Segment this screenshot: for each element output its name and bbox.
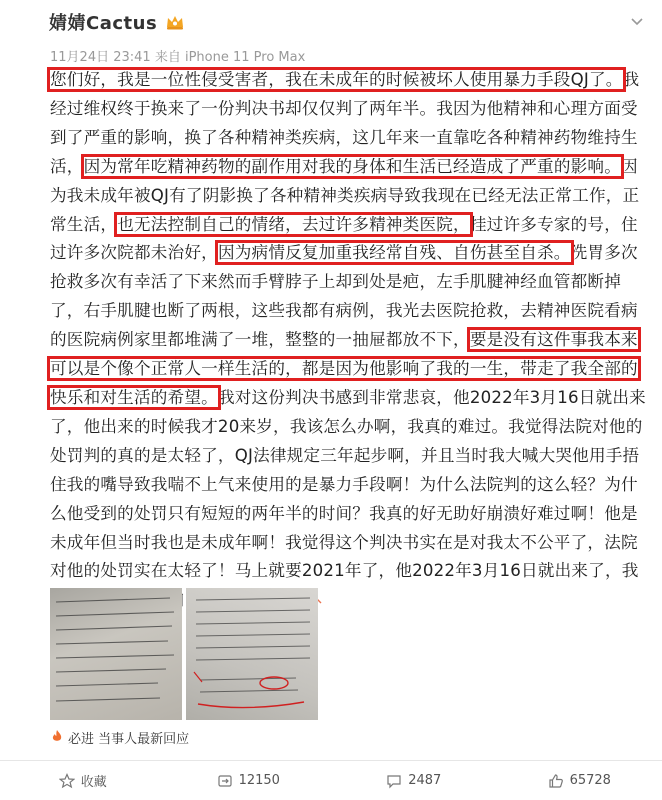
post-text-segment: 您们好，我是一位性侵受害者，我在未成年的时候被坏人使用暴力手段QJ了。	[50, 70, 623, 89]
post-text-segment: 因为我未成年被QJ有了阴影换了各种精神类疾病导致我现在已经无法正常工作，正常生活，	[50, 156, 640, 234]
flame-icon	[50, 729, 64, 747]
comment-icon	[386, 773, 402, 789]
document-photo-1-graphic	[50, 588, 182, 720]
chevron-down-icon[interactable]	[628, 12, 646, 30]
follow-up-link[interactable]	[50, 728, 189, 747]
photo-grid	[50, 588, 318, 720]
document-photo[interactable]	[50, 588, 182, 720]
like-button[interactable]	[497, 761, 662, 800]
favorite-label[interactable]: 收藏	[80, 775, 107, 790]
repost-icon	[217, 773, 233, 789]
comment-button[interactable]	[331, 761, 497, 800]
post-text-segment: 挂过许多专家的号，住过许多次院都未治好，	[50, 214, 638, 263]
post-text-segment: 要是没有这件事我本来可以是个像个正常人一样生活的，都是因为他影响了我的一生，带走了我全部的快乐和对生活的希望。	[50, 330, 638, 407]
post-text-segment: 洗胃多次抢救多次有幸活了下来然而手臂脖子上却到处是疤，左手肌腱神经血管都断掉了，右手肌腱也断了两根，这些我都有病例，我光去医院抢救，去精神医院看病的医院病例家里都堆满了一堆，整整的一抽屉都放不下，	[50, 243, 638, 350]
post-header	[49, 10, 185, 34]
follow-up-label[interactable]: 必进 当事人最新回应	[68, 732, 190, 747]
username[interactable]: 婧婧Cactus	[49, 13, 158, 34]
post-source: 来自 iPhone 11 Pro Max	[154, 50, 306, 65]
post-text-segment: 我经过维权终于换来了一份判决书却仅仅判了两年半。我因为他精神和心理方面受到了严重的影响，换了各种精神类疾病，这几年来一直靠吃各种精神药物维持生活，	[50, 70, 640, 176]
post-body	[50, 66, 650, 615]
favorite-button[interactable]	[0, 761, 166, 800]
action-bar	[0, 761, 662, 800]
post-text-segment: 我对这份判决书感到非常悲哀，他2022年3月16日就出来了，他出来的时候我才20来岁，我该怎么办啊，我真的难过。我觉得法院对他的处罚判的真的是太轻了，QJ法律规定三年起步啊，并且当时我大喊大哭他用手捂住我的嘴导致我喘不上气来使用的是暴力手段啊！为什么法院判的这么轻？为什么他受到的处罚只有短短的两年半的时间？我真的好无助好崩溃好难过啊！他是未成年但当时我也是未成年啊！我觉得这个判决书实在是对我太不公平了，法院对他的处罚实在太轻了！马上就要2021年了，他2022年3月16日就出来了，我 怕！	[50, 387, 646, 610]
vip-crown-icon[interactable]	[165, 14, 185, 30]
post-timestamp: 11月24日 23:41	[50, 50, 151, 65]
document-photo[interactable]	[186, 588, 318, 720]
repost-button[interactable]	[166, 761, 332, 800]
document-photo-2-graphic	[186, 588, 318, 720]
comment-count[interactable]: 2487	[408, 773, 442, 788]
repost-count[interactable]: 12150	[238, 773, 280, 788]
star-icon	[59, 773, 75, 789]
post-text-segment: 因为病情反复加重我经常自残、自伤甚至自杀。	[217, 243, 571, 263]
post-text-segment: 也无法控制自己的情绪，去过许多精神类医院，	[117, 214, 470, 234]
like-count[interactable]: 65728	[569, 773, 611, 788]
post-meta	[50, 46, 305, 65]
post-text-segment: 因为常年吃精神药物的副作用对我的身体和生活已经造成了严重的影响。	[83, 156, 621, 176]
thumbs-up-icon	[548, 773, 564, 789]
